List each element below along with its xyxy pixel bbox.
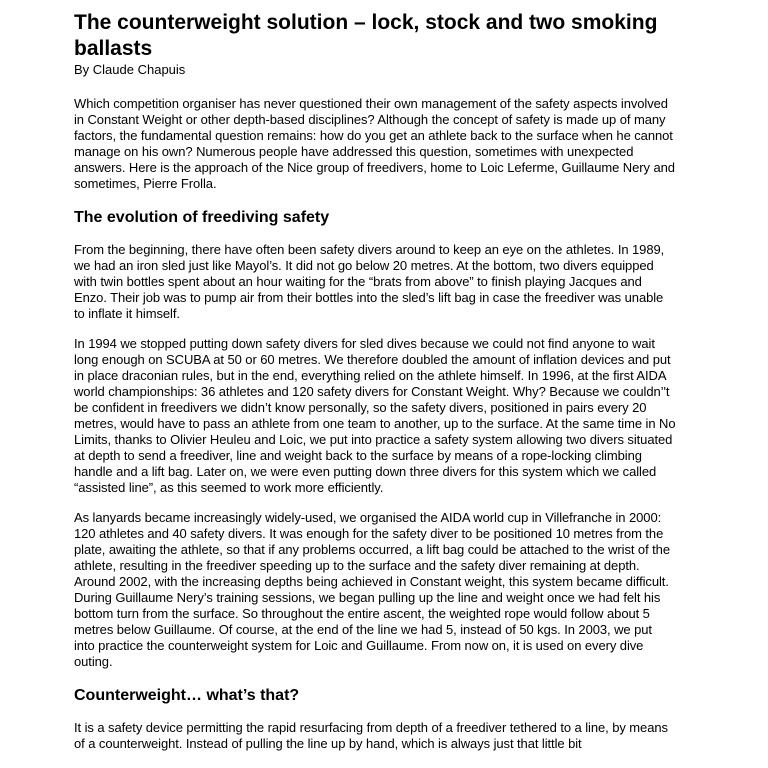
paragraph-evolution-2: In 1994 we stopped putting down safety divers for sled dives because we could not find anyone to wait long enough on SCUBA at 50 or 60 metres. We therefore doubled the amount of inflation devices and put in place draconian rules, but in the end, everything relied on the athlete himself. In 1996, at the first AIDA world championships: 36 athletes and 120 safety divers for Constant Weight. Why? Because we couldn’'t be confident in freedivers we didn’t know personally, so the safety divers, positioned in pairs every 20 metres, would have to pass an athlete from one team to another, up to the surface. At the same time in No Limits, thanks to Olivier Heuleu and Loic, we put into practice a safety system allowing two divers situated at depth to send a freediver, line and weight back to the surface by means of a rope-locking climbing handle and a lift bag. Later on, we were even putting down three divers for this system which we called “assisted line”, as this seemed to work more efficiently.	[74, 336, 676, 495]
paragraph-evolution-3: As lanyards became increasingly widely-used, we organised the AIDA world cup in Villefranche in 2000: 120 athletes and 40 safety divers. It was enough for the safety diver to be positioned 10 metres from the plate, awaiting the athlete, so that if any problems occurred, a lift bag could be attached to the wrist of the athlete, resulting in the freediver speeding up to the surface and the safety diver remaining at depth. Around 2002, with the increasing depths being achieved in Constant weight, this system became difficult. During Guillaume Nery’s training sessions, we began pulling up the line and weight once we had felt his bottom turn from the surface. So throughout the entire ascent, the weighted rope would follow about 5 metres below Guillaume. Of course, at the end of the line we had 5, instead of 50 kgs. In 2003, we put into practice the counterweight system for Loic and Guillaume. From now on, it is used on every dive outing.	[74, 510, 670, 669]
article-byline: By Claude Chapuis	[74, 62, 186, 77]
section-heading-evolution: The evolution of freediving safety	[74, 209, 330, 226]
article-title: The counterweight solution – lock, stock and two smoking ballasts	[74, 11, 658, 60]
intro-paragraph: Which competition organiser has never questioned their own management of the safety aspects involved in Constant Weight or other depth-based disciplines? Although the concept of safety is made up of many factors, the fundamental question remains: how do you get an athlete back to the surface when he cannot manage on his own? Numerous people have addressed this question, sometimes with unexpected answers. Here is the approach of the Nice group of freedivers, home to Loic Leferme, Guillaume Nery and sometimes, Pierre Frolla.	[74, 96, 675, 191]
article	[74, 10, 676, 752]
section-heading-counterweight: Counterweight… what’s that?	[74, 687, 300, 704]
paragraph-evolution-1: From the beginning, there have often been safety divers around to keep an eye on the athletes. In 1989, we had an iron sled just like Mayol’s. It did not go below 20 metres. At the bottom, two divers equipped with twin bottles spent about an hour waiting for the “brats from above” to finish playing Jacques and Enzo. Their job was to pump air from their bottles into the sled’s lift bag in case the freediver was unable to inflate it himself.	[74, 242, 665, 321]
paragraph-counterweight-1: It is a safety device permitting the rapid resurfacing from depth of a freediver tethered to a line, by means of a counterweight. Instead of pulling the line up by hand, which is always just that little bit	[74, 720, 668, 751]
